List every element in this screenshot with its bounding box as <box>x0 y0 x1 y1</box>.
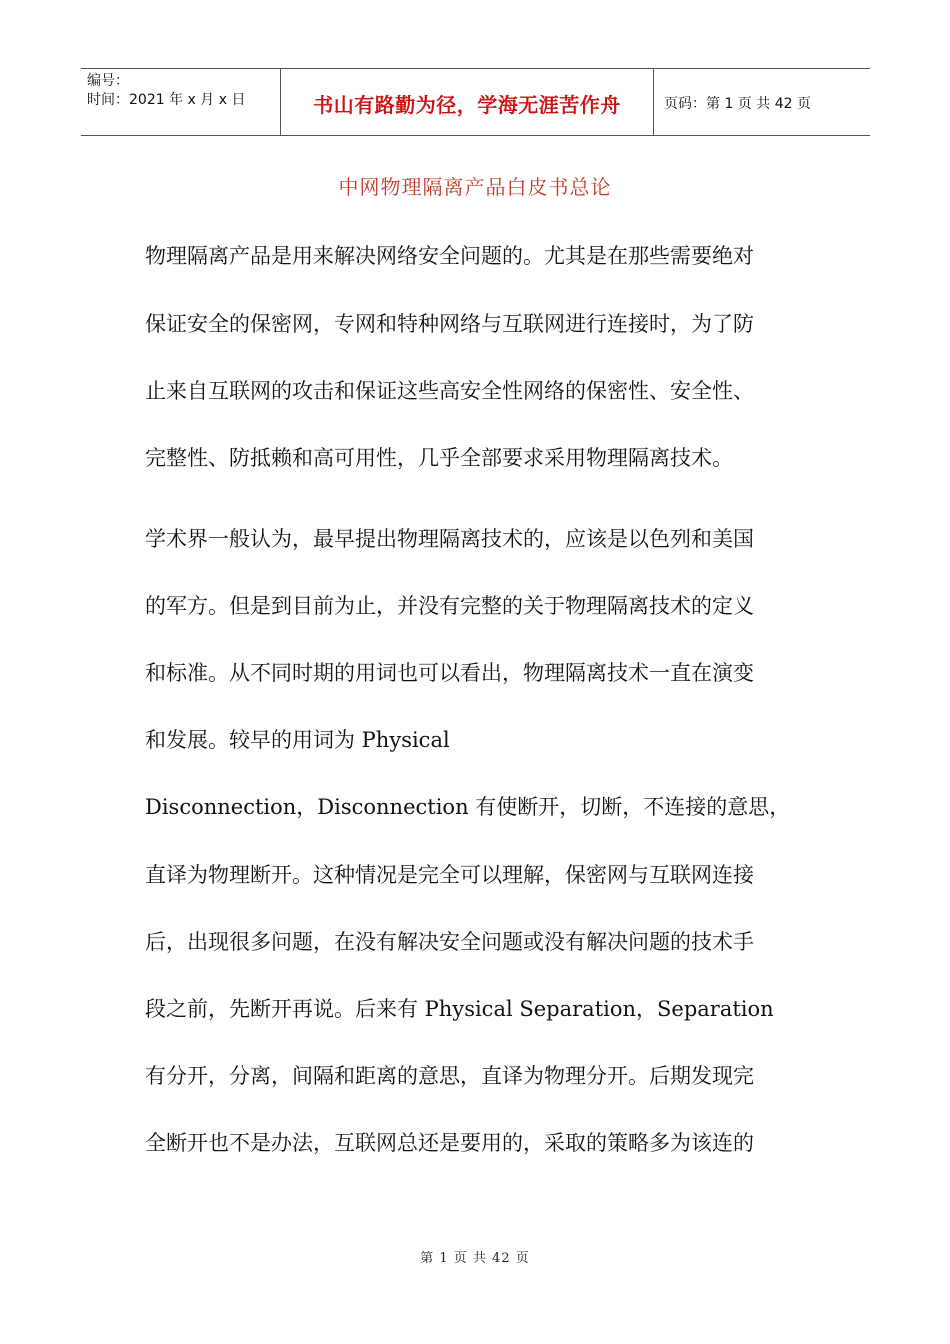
header-motto: 书山有路勤为径，学海无涯苦作舟 <box>281 69 654 135</box>
body-line: 有分开，分离，间隔和距离的意思，直译为物理分开。后期发现完 <box>145 1064 754 1088</box>
body-line: 后，出现很多问题，在没有解决安全问题或没有解决问题的技术手 <box>145 930 754 954</box>
document-title: 中网物理隔离产品白皮书总论 <box>338 175 612 199</box>
body-line: 和标准。从不同时期的用词也可以看出，物理隔离技术一直在演变 <box>145 661 754 685</box>
page-footer: 第 1 页 共 42 页 <box>420 1251 530 1266</box>
body-line: 学术界一般认为，最早提出物理隔离技术的，应该是以色列和美国 <box>145 527 754 551</box>
body-line: 段之前，先断开再说。后来有 Physical Separation，Separation <box>145 997 774 1021</box>
body-line: 直译为物理断开。这种情况是完全可以理解，保密网与互联网连接 <box>145 863 754 887</box>
body-line: 完整性、防抵赖和高可用性，几乎全部要求采用物理隔离技术。 <box>145 446 733 470</box>
number-label: 编号： <box>87 73 129 89</box>
body-line: Disconnection，Disconnection 有使断开，切断，不连接的意思， <box>145 795 791 819</box>
time-label: 时间：2021 年 x 月 x 日 <box>87 92 246 108</box>
body-line: 全断开也不是办法，互联网总还是要用的，采取的策略多为该连的 <box>145 1131 754 1155</box>
body-line: 的军方。但是到目前为止，并没有完整的关于物理隔离技术的定义 <box>145 594 754 618</box>
body-line: 和发展。较早的用词为 Physical <box>145 728 450 752</box>
body-line: 止来自互联网的攻击和保证这些高安全性网络的保密性、安全性、 <box>145 379 754 403</box>
body-line: 物理隔离产品是用来解决网络安全问题的。尤其是在那些需要绝对 <box>145 244 754 268</box>
body-line: 保证安全的保密网，专网和特种网络与互联网进行连接时，为了防 <box>145 312 754 336</box>
header-meta <box>81 69 281 135</box>
document-header <box>81 68 870 136</box>
header-page-info: 页码：第 1 页 共 42 页 <box>664 96 811 112</box>
